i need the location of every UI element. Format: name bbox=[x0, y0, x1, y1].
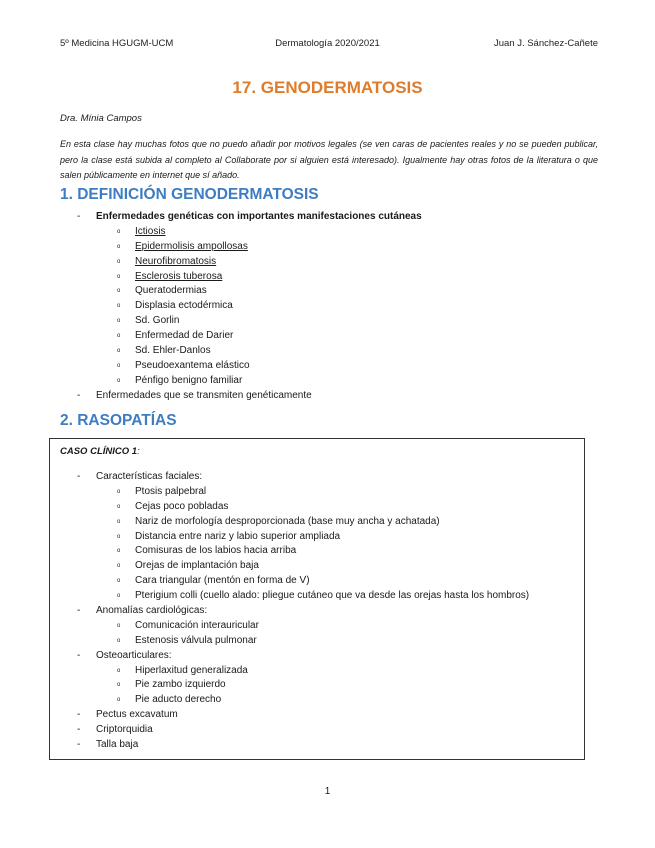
sublist-item bbox=[60, 359, 600, 374]
bullet-icon: o bbox=[117, 243, 121, 250]
sublist-item bbox=[60, 240, 600, 255]
sublist-item bbox=[60, 559, 600, 574]
sublist-item-text: Esclerosis tuberosa bbox=[135, 270, 223, 282]
list-item bbox=[60, 389, 600, 404]
dash-marker: - bbox=[77, 724, 81, 736]
list-item-text: Anomalías cardiológicas: bbox=[96, 605, 208, 617]
clinical-case-title bbox=[60, 446, 140, 457]
list-item bbox=[60, 604, 600, 619]
bullet-icon: o bbox=[117, 348, 121, 355]
intro-paragraph: En esta clase hay muchas fotos que no puedo añadir por motivos legales (se ven caras de pacientes reales y no se pueden publicar, pero la clase está subida al completo al Collaborate por si alguien está interesado). Igualmente hay otras fotos de la literatura o que salen públicamente en internet que sí añado. bbox=[60, 139, 598, 180]
bullet-icon: o bbox=[117, 488, 121, 495]
bullet-icon: o bbox=[117, 533, 121, 540]
bullet-icon: o bbox=[117, 548, 121, 555]
sublist-item bbox=[60, 530, 600, 545]
clinical-case-title-colon: : bbox=[137, 446, 140, 457]
bullet-icon: o bbox=[117, 682, 121, 689]
sublist-item-text: Cejas poco pobladas bbox=[135, 500, 229, 512]
sublist-item bbox=[60, 270, 600, 285]
sublist-item bbox=[60, 664, 600, 679]
clinical-case-list bbox=[60, 470, 600, 753]
bullet-icon: o bbox=[117, 318, 121, 325]
list-item-text: Talla baja bbox=[96, 739, 139, 751]
list-item bbox=[60, 470, 600, 485]
sublist-item bbox=[60, 678, 600, 693]
dash-marker: - bbox=[77, 739, 81, 751]
sublist-item-text: Nariz de morfología desproporcionada (base muy ancha y achatada) bbox=[135, 515, 440, 527]
page-number: 1 bbox=[324, 786, 331, 797]
sublist-item-text: Cara triangular (mentón en forma de V) bbox=[135, 575, 310, 587]
section-heading-rasopathies: 2. RASOPATÍAS bbox=[60, 412, 177, 429]
bullet-icon: o bbox=[117, 622, 121, 629]
sublist-item-text: Queratodermias bbox=[135, 285, 207, 297]
sublist-item bbox=[60, 374, 600, 389]
bullet-icon: o bbox=[117, 303, 121, 310]
sublist-item-text: Comunicación interauricular bbox=[135, 619, 259, 631]
list-item-text: Osteoarticulares: bbox=[96, 649, 172, 661]
sublist-item-text: Pénfigo benigno familiar bbox=[135, 374, 243, 386]
sublist-item-text: Epidermolisis ampollosas bbox=[135, 240, 248, 252]
sublist-item bbox=[60, 255, 600, 270]
bullet-icon: o bbox=[117, 518, 121, 525]
sublist-item-text: Distancia entre nariz y labio superior ampliada bbox=[135, 530, 341, 542]
sublist-item-text: Pie aducto derecho bbox=[135, 694, 222, 706]
sublist-item bbox=[60, 284, 600, 299]
dash-marker: - bbox=[77, 389, 81, 401]
sublist-item-text: Ictiosis bbox=[135, 225, 166, 237]
sublist-item bbox=[60, 574, 600, 589]
list-item bbox=[60, 723, 600, 738]
sublist-item-text: Pseudoexantema elástico bbox=[135, 359, 250, 371]
header-subject: Dermatología 2020/2021 bbox=[275, 38, 380, 49]
header-course: 5º Medicina HGUGM-UCM bbox=[60, 38, 174, 49]
bullet-icon: o bbox=[117, 228, 121, 235]
dash-marker: - bbox=[77, 471, 81, 482]
sublist-item bbox=[60, 225, 600, 240]
list-item-text: Enfermedades genéticas con importantes manifestaciones cutáneas bbox=[96, 211, 422, 222]
sublist-item bbox=[60, 299, 600, 314]
list-item-text: Características faciales: bbox=[96, 471, 203, 482]
list-item bbox=[60, 708, 600, 723]
list-item bbox=[60, 649, 600, 664]
sublist-item-text: Hiperlaxitud generalizada bbox=[135, 664, 248, 676]
page-title: 17. GENODERMATOSIS bbox=[232, 78, 423, 97]
list-item bbox=[60, 738, 600, 753]
bullet-icon: o bbox=[117, 593, 121, 600]
sublist-item-text: Ptosis palpebral bbox=[135, 485, 207, 497]
sublist-item bbox=[60, 500, 600, 515]
sublist-item-text: Sd. Ehler-Danlos bbox=[135, 345, 211, 357]
dash-marker: - bbox=[77, 211, 81, 222]
sublist-item-text: Sd. Gorlin bbox=[135, 315, 180, 327]
dash-marker: - bbox=[77, 605, 81, 617]
sublist-item bbox=[60, 589, 600, 604]
bullet-icon: o bbox=[117, 377, 121, 384]
sublist-item bbox=[60, 485, 600, 500]
sublist-item bbox=[60, 329, 600, 344]
bullet-icon: o bbox=[117, 258, 121, 265]
list-item-text: Enfermedades que se transmiten genéticamente bbox=[96, 389, 312, 401]
dash-marker: - bbox=[77, 649, 81, 661]
bullet-icon: o bbox=[117, 637, 121, 644]
sublist-item-text: Comisuras de los labios hacia arriba bbox=[135, 545, 297, 557]
lecturer-name: Dra. Mínia Campos bbox=[60, 113, 142, 124]
sublist-item bbox=[60, 693, 600, 708]
bullet-icon: o bbox=[117, 503, 121, 510]
sublist-item bbox=[60, 634, 600, 649]
sublist-item-text: Pie zambo izquierdo bbox=[135, 679, 226, 691]
bullet-icon: o bbox=[117, 697, 121, 704]
bullet-icon: o bbox=[117, 667, 121, 674]
bullet-icon: o bbox=[117, 362, 121, 369]
sublist-item bbox=[60, 515, 600, 530]
list-item-text: Criptorquidia bbox=[96, 724, 153, 736]
section-heading-definition: 1. DEFINICIÓN GENODERMATOSIS bbox=[60, 186, 319, 203]
list-item-text: Pectus excavatum bbox=[96, 709, 178, 721]
sublist-item-text: Estenosis válvula pulmonar bbox=[135, 634, 257, 646]
sublist-item bbox=[60, 619, 600, 634]
bullet-icon: o bbox=[117, 578, 121, 585]
sublist-item-text: Orejas de implantación baja bbox=[135, 560, 259, 572]
sublist-item-text: Displasia ectodérmica bbox=[135, 300, 233, 312]
sublist-item bbox=[60, 544, 600, 559]
header-author: Juan J. Sánchez-Cañete bbox=[493, 38, 598, 49]
sublist-item-text: Pterigium colli (cuello alado: pliegue cutáneo que va desde las orejas hasta los hombros) bbox=[135, 590, 530, 602]
sublist-item-text: Neurofibromatosis bbox=[135, 255, 217, 267]
list-item bbox=[60, 210, 600, 225]
bullet-icon: o bbox=[117, 273, 121, 280]
bullet-icon: o bbox=[117, 333, 121, 340]
bullet-icon: o bbox=[117, 563, 121, 570]
sublist-item bbox=[60, 344, 600, 359]
dash-marker: - bbox=[77, 709, 81, 721]
sublist-item-text: Enfermedad de Darier bbox=[135, 330, 234, 342]
clinical-case-title-text: CASO CLÍNICO 1 bbox=[60, 446, 138, 457]
bullet-icon: o bbox=[117, 288, 121, 295]
sublist-item bbox=[60, 314, 600, 329]
definition-list bbox=[60, 210, 600, 404]
